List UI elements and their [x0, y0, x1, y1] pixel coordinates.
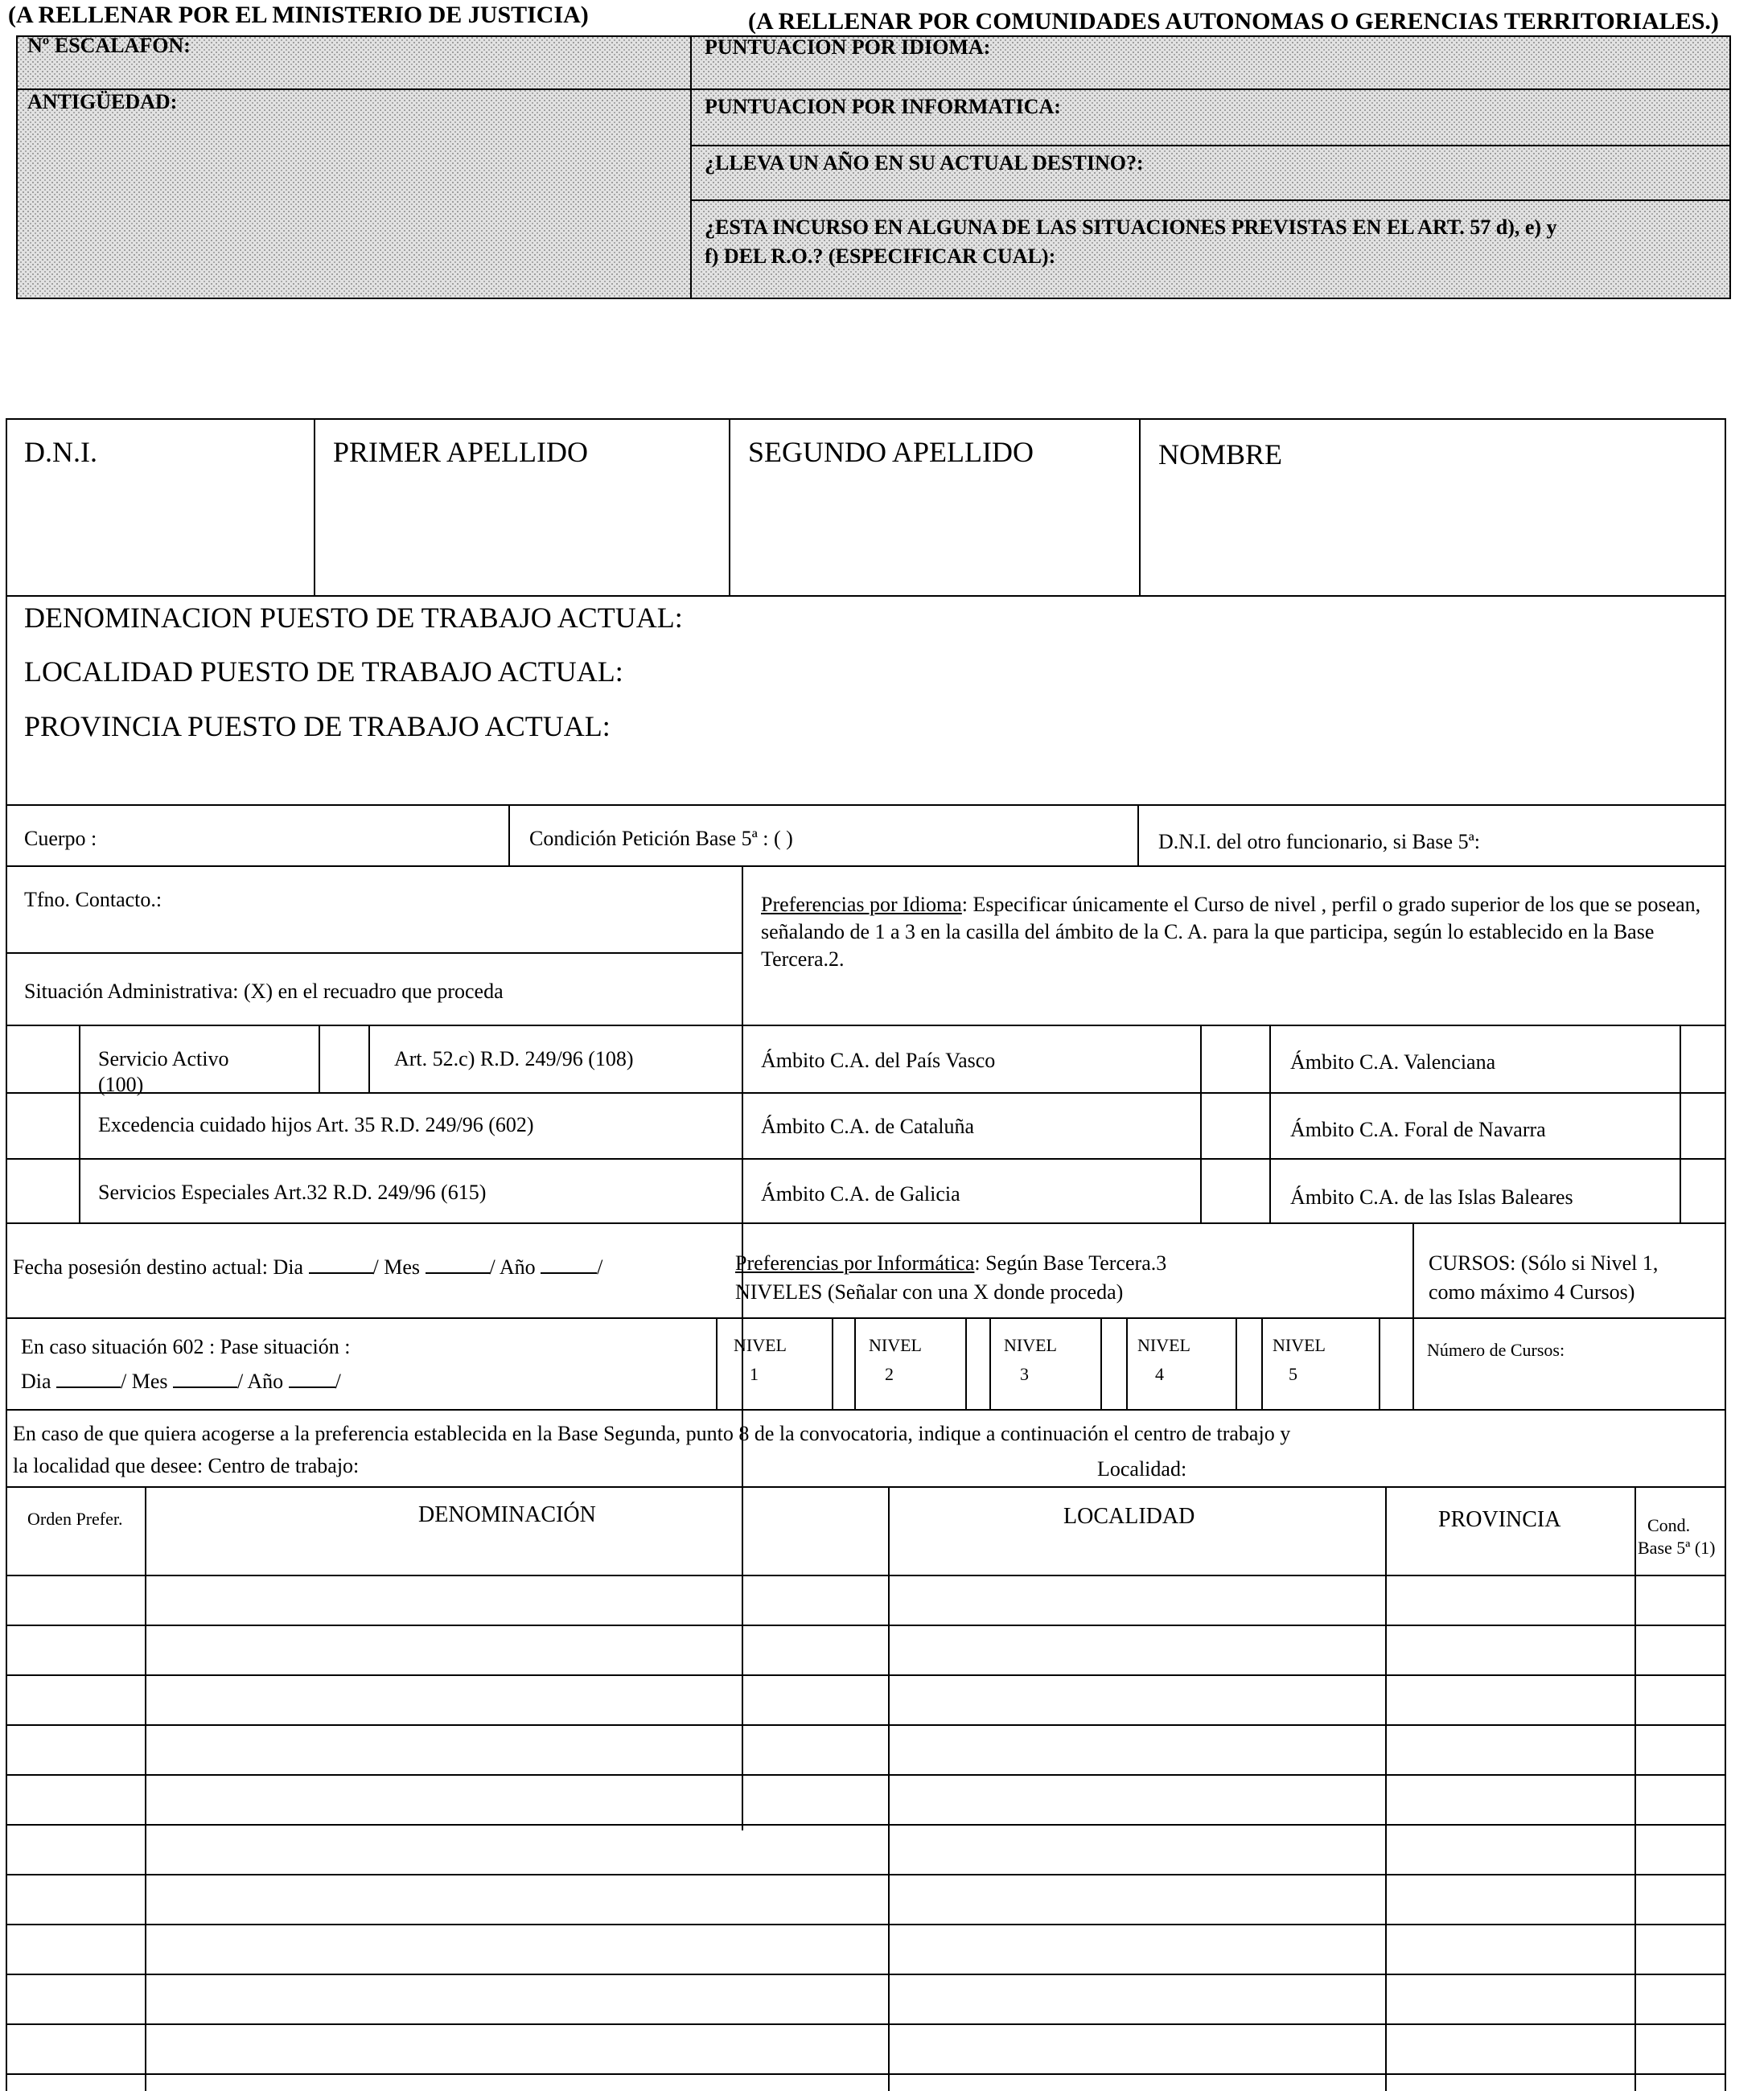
- table-row[interactable]: [7, 1826, 1725, 1874]
- cursos-label-line1: CURSOS: (Sólo si Nivel 1,: [1429, 1251, 1659, 1275]
- table-row[interactable]: [7, 1975, 1725, 2023]
- servicio-activo-label: Servicio Activo: [98, 1047, 229, 1070]
- ambito-valenciana-label: Ámbito C.A. Valenciana: [1290, 1050, 1496, 1074]
- nivel-4-label: NIVEL: [1137, 1335, 1190, 1355]
- table-row[interactable]: [7, 1875, 1725, 1924]
- ambito-cataluna-label: Ámbito C.A. de Cataluña: [761, 1115, 975, 1138]
- cursos-label-line2: como máximo 4 Cursos): [1429, 1280, 1635, 1304]
- ambito-pais-vasco-label: Ámbito C.A. del País Vasco: [761, 1049, 996, 1072]
- checkbox-ambito-cataluna[interactable]: [1203, 1095, 1268, 1156]
- situacion602-mes-field[interactable]: [173, 1366, 237, 1388]
- checkbox-ambito-pais-vasco[interactable]: [1203, 1029, 1268, 1091]
- nivel-2-label: NIVEL: [869, 1335, 922, 1355]
- situacion602-ano-field[interactable]: [289, 1366, 335, 1388]
- nivel-1-label: NIVEL: [734, 1335, 787, 1355]
- situacion602-ano-label: / Año: [237, 1370, 284, 1393]
- nivel-4-number: 4: [1155, 1364, 1164, 1384]
- checkbox-ambito-navarra[interactable]: [1683, 1095, 1723, 1156]
- destino-question: ¿LLEVA UN AÑO EN SU ACTUAL DESTINO?:: [705, 151, 1144, 175]
- checkbox-ambito-baleares[interactable]: [1683, 1161, 1723, 1221]
- condicion-peticion-label: Condición Petición Base 5ª : ( ): [529, 827, 793, 850]
- situacion602-fecha: [21, 1366, 341, 1394]
- incurso-question-line1: ¿ESTA INCURSO EN ALGUNA DE LAS SITUACIONES PREVISTAS EN EL ART. 57 d), e) y: [705, 216, 1557, 239]
- escalafon-label: Nº ESCALAFON:: [27, 34, 191, 57]
- situacion602-label: En caso situación 602 : Pase situación :: [21, 1335, 351, 1358]
- ambito-baleares-label: Ámbito C.A. de las Islas Baleares: [1290, 1185, 1573, 1209]
- informatica-score-label: PUNTUACION POR INFORMATICA:: [705, 95, 1061, 118]
- telefono-contacto-label: Tfno. Contacto.:: [24, 888, 162, 911]
- checkbox-excedencia[interactable]: [10, 1095, 77, 1156]
- table-header-cond-base: Base 5ª (1): [1638, 1538, 1716, 1558]
- ambito-navarra-label: Ámbito C.A. Foral de Navarra: [1290, 1118, 1546, 1141]
- situacion602-dia-field[interactable]: [56, 1366, 121, 1388]
- ambito-galicia-label: Ámbito C.A. de Galicia: [761, 1182, 960, 1206]
- table-row[interactable]: [7, 1576, 1725, 1625]
- situacion602-slash: /: [335, 1370, 341, 1393]
- situacion602-dia-label: Dia: [21, 1370, 51, 1393]
- art52-label: Art. 52.c) R.D. 249/96 (108): [394, 1047, 634, 1070]
- cuerpo-label: Cuerpo :: [24, 827, 97, 850]
- incurso-question-line2: f) DEL R.O.? (ESPECIFICAR CUAL):: [705, 244, 1056, 268]
- checkbox-nivel-3[interactable]: [1103, 1321, 1125, 1407]
- localidad-puesto-label: LOCALIDAD PUESTO DE TRABAJO ACTUAL:: [24, 655, 623, 688]
- table-header-localidad: LOCALIDAD: [1063, 1504, 1195, 1529]
- checkbox-nivel-5[interactable]: [1359, 1321, 1377, 1407]
- checkbox-ambito-galicia[interactable]: [1203, 1161, 1268, 1221]
- segundo-apellido-label: SEGUNDO APELLIDO: [748, 436, 1034, 468]
- primer-apellido-label: PRIMER APELLIDO: [333, 436, 589, 468]
- table-row[interactable]: [7, 1626, 1725, 1674]
- table-row[interactable]: [7, 1776, 1725, 1824]
- fecha-posesion-prefix: Fecha posesión destino actual: Dia: [13, 1255, 304, 1279]
- fecha-dia-field[interactable]: [309, 1251, 373, 1274]
- checkbox-art52[interactable]: [322, 1029, 367, 1091]
- ministry-caption: (A RELLENAR POR EL MINISTERIO DE JUSTICIA): [8, 2, 589, 28]
- dni-label: D.N.I.: [24, 436, 97, 468]
- preferencia-base-segunda-line1: En caso de que quiera acogerse a la preferencia establecida en la Base Segunda, punto 8 de la convocatoria, indique a continuación el centro de trabajo y: [13, 1422, 1291, 1445]
- nombre-label: NOMBRE: [1158, 438, 1283, 470]
- checkbox-nivel-1[interactable]: [834, 1321, 853, 1407]
- excedencia-label: Excedencia cuidado hijos Art. 35 R.D. 249/96 (602): [98, 1113, 534, 1136]
- nivel-1-number: 1: [750, 1364, 759, 1384]
- servicio-activo-code: (100): [98, 1073, 144, 1096]
- table-row[interactable]: [7, 1676, 1725, 1724]
- checkbox-servicio-activo[interactable]: [10, 1029, 77, 1091]
- antiguedad-label: ANTIGÜEDAD:: [27, 90, 178, 113]
- nivel-2-number: 2: [885, 1364, 894, 1384]
- idioma-score-label: PUNTUACION POR IDIOMA:: [705, 35, 991, 59]
- situacion-administrativa-label: Situación Administrativa: (X) en el recuadro que proceda: [24, 980, 504, 1003]
- preferencias-idioma-body: : Especificar únicamente el Curso de nivel , perfil o grado superior de los que se posean, señalando de 1 a 3 en la casilla del ámbito de la C. A. para la que participa, según lo establecido en la Base Tercera.2.: [761, 893, 1701, 971]
- preferencia-localidad-label: Localidad:: [1097, 1457, 1187, 1481]
- checkbox-servicios-especiales[interactable]: [10, 1161, 77, 1221]
- table-header-cond: Cond.: [1647, 1515, 1691, 1535]
- table-row[interactable]: [7, 2025, 1725, 2073]
- table-header-provincia: PROVINCIA: [1438, 1507, 1561, 1532]
- table-header-orden: Orden Prefer.: [27, 1509, 123, 1529]
- nivel-3-label: NIVEL: [1004, 1335, 1057, 1355]
- fecha-posesion-label: [13, 1251, 602, 1280]
- fecha-ano-field[interactable]: [541, 1251, 597, 1274]
- fecha-mes-field[interactable]: [426, 1251, 490, 1274]
- preferencias-idioma-text: [761, 891, 1718, 973]
- dni-otro-funcionario-label: D.N.I. del otro funcionario, si Base 5ª:: [1158, 830, 1480, 853]
- fecha-ano-label: / Año: [489, 1255, 536, 1279]
- ccaa-caption: (A RELLENAR POR COMUNIDADES AUTONOMAS O GERENCIAS TERRITORIALES.): [748, 8, 1719, 35]
- table-row[interactable]: [7, 1726, 1725, 1774]
- nivel-5-number: 5: [1289, 1364, 1297, 1384]
- numero-cursos-label: Número de Cursos:: [1427, 1340, 1565, 1360]
- checkbox-ambito-valenciana[interactable]: [1683, 1029, 1723, 1091]
- nivel-5-label: NIVEL: [1273, 1335, 1326, 1355]
- servicios-especiales-label: Servicios Especiales Art.32 R.D. 249/96 (615): [98, 1181, 487, 1204]
- checkbox-nivel-2[interactable]: [968, 1321, 989, 1407]
- preferencias-informatica-label: Preferencias por Informática: [735, 1251, 975, 1275]
- situacion602-mes-label: / Mes: [121, 1370, 168, 1393]
- preferencia-centro-trabajo-label: la localidad que desee: Centro de trabajo:: [13, 1454, 360, 1477]
- nivel-3-number: 3: [1020, 1364, 1029, 1384]
- preferencias-informatica-base: : Según Base Tercera.3: [974, 1251, 1167, 1275]
- provincia-puesto-label: PROVINCIA PUESTO DE TRABAJO ACTUAL:: [24, 710, 611, 742]
- checkbox-nivel-4[interactable]: [1238, 1321, 1260, 1407]
- preferencias-idioma-label: Preferencias por Idioma: [761, 893, 962, 916]
- fecha-slash: /: [597, 1255, 603, 1279]
- preferencias-informatica-line1: [735, 1251, 1166, 1276]
- fecha-mes-label: / Mes: [372, 1255, 421, 1279]
- table-row[interactable]: [7, 1925, 1725, 1974]
- preferencias-informatica-line2: NIVELES (Señalar con una X donde proceda): [735, 1280, 1124, 1304]
- table-header-denominacion: DENOMINACIÓN: [418, 1502, 596, 1527]
- denominacion-puesto-label: DENOMINACION PUESTO DE TRABAJO ACTUAL:: [24, 602, 683, 634]
